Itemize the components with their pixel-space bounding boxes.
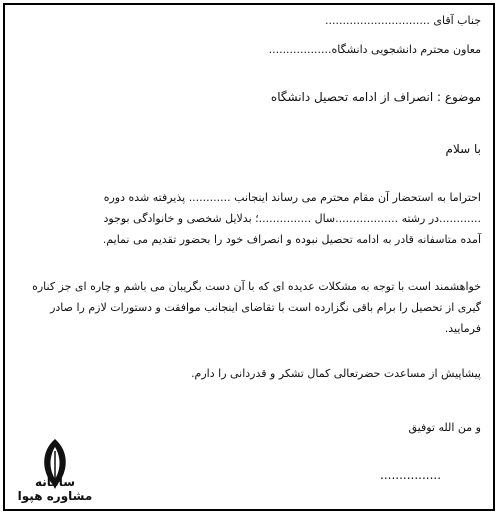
paragraph-1-line: ............در رشته ..................سال ...............؛ بدلایل شخصی و خانوادگی بوجود bbox=[103, 212, 481, 225]
paragraph-1-line: احتراما به استحضار آن مقام محترم می رساند اینجانب ............ پذیرفته شده دوره bbox=[103, 191, 481, 204]
paragraph-2-line: فرمایید. bbox=[444, 322, 481, 335]
greeting: با سلام bbox=[445, 142, 481, 156]
recipient-line: جناب آقای .............................. bbox=[325, 14, 481, 27]
subject-line: موضوع : انصراف از ادامه تحصیل دانشگاه bbox=[270, 90, 481, 104]
closing-line: و من الله توفیق bbox=[408, 421, 481, 434]
paragraph-2-line: گیری از تحصیل را برام باقی نگزارده است با تقاضای اینجانب موافقت و دستورات لازم را صادر bbox=[50, 301, 481, 314]
letter-page bbox=[3, 3, 495, 511]
paragraph-1-line: آمده متاسفانه قادر به ادامه تحصیل نبوده و انصراف خود را بحضور تقدیم می نمایم. bbox=[102, 233, 481, 246]
brand-logo-text: سامانه مشاوره هپوا bbox=[17, 475, 93, 503]
deputy-line: معاون محترم دانشجویی دانشگاه.................. bbox=[268, 43, 481, 56]
thanks-line: پیشاپیش از مساعدت حضرتعالی کمال تشکر و قدردانی را دارم. bbox=[191, 367, 481, 380]
paragraph-2-line: خواهشمند است با توجه به مشکلات عدیده ای که با آن دست بگریبان می باشم و چاره ای جز کناره bbox=[32, 280, 481, 293]
signature-line: ................ bbox=[380, 468, 442, 482]
